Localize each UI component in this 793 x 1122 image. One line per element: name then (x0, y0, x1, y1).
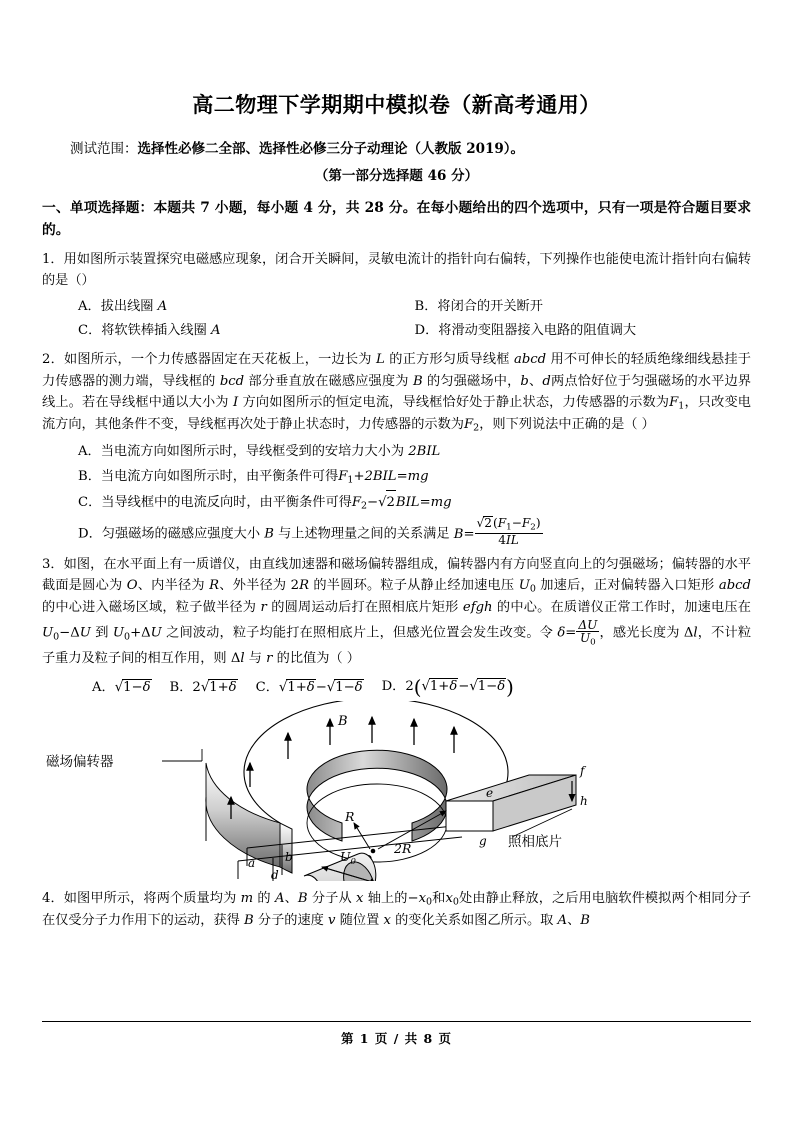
option-1-B[interactable] (415, 296, 752, 318)
option-2-D[interactable]: D．匀强磁场的磁感应强度大小 B 与上述物理量之间的关系满足 B= $\frac{√2(F_1-F_2)}{4IL}$ (78, 516, 541, 547)
label-U0: $U_0$ (340, 848, 356, 867)
option-3-C-expr: √1+δ−√1−δ (278, 680, 363, 696)
option-3-B-expr: 2√1+δ (192, 680, 237, 696)
option-1-D-text: 将滑动变阻器接入电路的阻值调大 (438, 323, 637, 339)
delta-fraction: $\frac{\Delta U}{U_0}$ (578, 617, 598, 648)
label-e: e (486, 785, 494, 800)
question-3-number: 3． (42, 556, 64, 572)
option-3-B[interactable]: B．2√1+δ (169, 680, 237, 696)
option-1-C[interactable] (78, 320, 415, 342)
question-2-stem: 2．如图所示，一个力传感器固定在天花板上，一边长为 L 的正方形匀质导线框 abcd 用不可伸长的轻质绝缘细线悬挂于力传感器的测力端，导线框的 bcd 部分垂直放在磁感应强度为 B 的匀强磁场中，b、d两点恰好位于匀强磁场的水平边界线上。若在导线框中通以大小为 I 方向如图所示的恒定电流，导线框恰好处于静止状态，力传感器的示数为$F_1$，只改变电流方向，其他条件不变，导线框再次处于静止状态时，力传感器的示数为$F_2$，则下列说法中正确的是（ ） (42, 352, 752, 434)
test-scope-line (42, 139, 751, 160)
page-footer: 第 1 页 / 共 8 页 (340, 1031, 453, 1046)
option-1-D[interactable] (415, 320, 752, 342)
label-h: h (580, 793, 588, 808)
option-2-D-formula: B= $\frac{√2(F_1-F_2)}{4IL}$ (453, 516, 541, 547)
scope-label: 测试范围： (70, 141, 138, 158)
photo-plate-box (446, 775, 576, 831)
option-3-A-expr: √1−δ (114, 680, 151, 696)
outer-radius-arrow (378, 811, 446, 849)
label-R: R (345, 808, 355, 824)
option-1-A-text: 拔出线圈 (100, 299, 158, 315)
deflector-label: 磁场偏转器 (46, 753, 114, 770)
option-3-D-expr: 2(√1+δ−√1−δ) (405, 675, 514, 699)
question-1-number: 1． (42, 251, 64, 267)
option-2-A[interactable]: A．当电流方向如图所示时，导线框受到的安培力大小为 2BIL (78, 444, 441, 460)
option-2-B[interactable]: B．当电流方向如图所示时，由平衡条件可得$F_1+2BIL=mg$ (78, 469, 429, 486)
option-1-D-label: D． (414, 323, 439, 339)
footer-divider (42, 1021, 751, 1022)
option-1-C-text: 将软铁棒插入线圈 (101, 323, 211, 339)
question-1-options (42, 296, 751, 342)
label-b: b (285, 849, 293, 864)
option-1-A[interactable] (78, 296, 415, 318)
label-d: d (271, 867, 279, 881)
option-3-A[interactable]: A．√1−δ (92, 680, 151, 696)
label-f: f (580, 763, 585, 778)
option-1-A-var: A (157, 299, 168, 315)
scope-value: 选择性必修二全部、选择性必修三分子动理论（人教版 2019）。 (137, 141, 525, 158)
question-2-number: 2． (42, 352, 64, 368)
question-1-stem (42, 249, 751, 292)
option-1-A-label: A． (78, 299, 101, 315)
option-3-D[interactable]: D．2(√1+δ−√1−δ) (381, 675, 514, 699)
option-2-C-formula: $F_2-√2BIL=mg$ (352, 495, 452, 510)
option-1-B-text: 将闭合的开关断开 (437, 299, 543, 315)
label-2R: 2R (394, 840, 412, 856)
label-c (238, 877, 245, 881)
question-1-text: 用如图所示装置探究电磁感应现象，闭合开关瞬间，灵敏电流计的指针向右偏转，下列操作也能使电流计指针向右偏转的是（） (42, 251, 752, 289)
option-3-C[interactable]: C．√1+δ−√1−δ (255, 680, 363, 696)
option-1-B-label: B． (414, 299, 438, 315)
photo-plate-label: 照相底片 (508, 833, 562, 850)
question-4-stem: 4．如图甲所示，将两个质量均为 m 的 A、B 分子从 x 轴上的$-x_0$和$x_0$处由静止释放，之后用电脑软件模拟两个相同分子在仅受分子力作用下的运动，获得 B 分子的速度 v 随位置 x 的变化关系如图乙所示。取 A、B (42, 890, 752, 928)
question-3-figure (42, 701, 751, 881)
page-title: 高二物理下学期期中模拟卷（新高考通用） (192, 92, 601, 117)
question-3-options (42, 675, 751, 699)
label-g: g (479, 833, 487, 848)
mass-spectrometer-svg (42, 701, 751, 881)
question-4-number: 4． (42, 890, 64, 906)
field-label: B (338, 713, 348, 729)
option-2-C[interactable]: C．当导线框中的电流反向时，由平衡条件可得$F_2-√2BIL=mg$ (78, 490, 751, 515)
question-2-options (42, 440, 751, 547)
label-a: a (248, 855, 256, 870)
section-heading: 一、单项选择题：本题共 7 小题，每小题 4 分，共 28 分。在每小题给出的四个选项中，只有一项是符合题目要求的。 (42, 200, 751, 239)
option-1-C-var: A (210, 323, 221, 339)
option-2-A-formula: 2BIL (408, 444, 441, 460)
option-1-C-label: C． (78, 323, 102, 339)
part-heading: （第一部分选择题 46 分） (314, 168, 479, 185)
option-2-B-formula: $F_1+2BIL=mg$ (338, 469, 429, 486)
question-3-stem: 3．如图，在水平面上有一质谱仪，由直线加速器和磁场偏转器组成，偏转器内有方向竖直向上的匀强磁场；偏转器的水平截面是圆心为 O、内半径为 R、外半径为 2R 的半圆环。粒子从静止经加速电压 $U_0$ 加速后，正对偏转器入口矩形 abcd 的中心进入磁场区域，粒子做半径为 r 的圆周运动后打在照相底片矩形 efgh 的中心。在质谱仪正常工作时，加速电压在 $U_0-\Delta U$ 到 $U_0+\Delta U$ 之间波动，粒子均能打在照相底片上，但感光位置会发生改变。令 δ= $\frac{\Delta U}{U_0}$ ，感光长度为 Δl，不计粒子重力及粒子间的相互作用，则 Δl 与 r 的比值为（ ） (42, 556, 752, 666)
